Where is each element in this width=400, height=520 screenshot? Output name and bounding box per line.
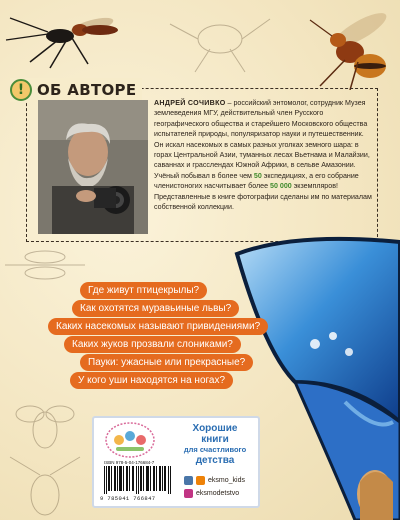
bio-text-2: экспедициях, а его собрание членистоногих насчитывает более <box>154 171 359 191</box>
vk-icon <box>184 476 193 485</box>
social-handle-1: eksmo_kids <box>208 477 245 484</box>
promo-line-4: детства <box>195 454 235 466</box>
question-6: У кого уши находятся на ногах? <box>70 372 233 389</box>
barcode-bars <box>104 466 172 494</box>
bio-highlight-specimens: 50 000 <box>270 182 292 191</box>
longhorn-beetle-sketch-icon <box>0 455 90 520</box>
beetle-sketch-icon <box>165 4 275 74</box>
ok-icon <box>196 476 205 485</box>
mayfly-sketch-icon <box>0 245 90 285</box>
social-handle-2: eksmodetstvo <box>196 490 240 497</box>
isbn-text: ISBN 978-5-04-176684-7 <box>104 460 155 465</box>
question-5: Пауки: ужасные или прекрасные? <box>80 354 253 371</box>
instagram-icon <box>184 489 193 498</box>
bio-highlight-expeditions: 50 <box>253 171 262 180</box>
promo-line-2: книги <box>201 433 229 445</box>
exclamation-icon: ! <box>10 79 32 101</box>
author-title: ОБ АВТОРЕ <box>37 81 137 99</box>
author-heading <box>10 78 142 102</box>
wasp-icon <box>0 0 150 70</box>
promo-line-1: Хорошие <box>192 423 238 434</box>
author-bio <box>154 98 372 212</box>
bee-sketch-icon <box>10 390 80 460</box>
publisher-stamp-icon <box>104 420 156 460</box>
social-row-1 <box>184 476 245 485</box>
author-photo <box>38 100 148 234</box>
bio-text-1: – российский энтомолог, сотрудник Музея землеведения МГУ, действительный член Русского географического общества и старейшего Московского общества испытателей природы, популяризатор науки и путешественник. Он искал насекомых в самых разных уголках земного шара: в горах Центральной Азии, туманных лесах Вьетнама и Малайзии, саваннах и грасслендах Южной Африки, в сельве Амазонии. Учёный побывал в более чем <box>154 99 370 180</box>
bio-text-3: экземпляров! Представленные в книге фотографии сделаны им по материалам собственной коллекции. <box>154 182 372 212</box>
promo-line-3: для счастливого <box>183 445 247 454</box>
hornet-icon <box>290 0 400 90</box>
author-name: АНДРЕЙ СОЧИВКО <box>154 99 226 107</box>
question-4: Каких жуков прозвали слониками? <box>64 336 241 353</box>
question-3: Каких насекомых называют привидениями? <box>48 318 268 335</box>
question-2: Как охотятся муравьиные львы? <box>72 300 239 317</box>
social-row-2 <box>184 489 239 498</box>
promo-text <box>180 424 250 466</box>
question-1: Где живут птицекрылы? <box>80 282 207 299</box>
ean-number: 9 785041 766847 <box>100 495 156 502</box>
